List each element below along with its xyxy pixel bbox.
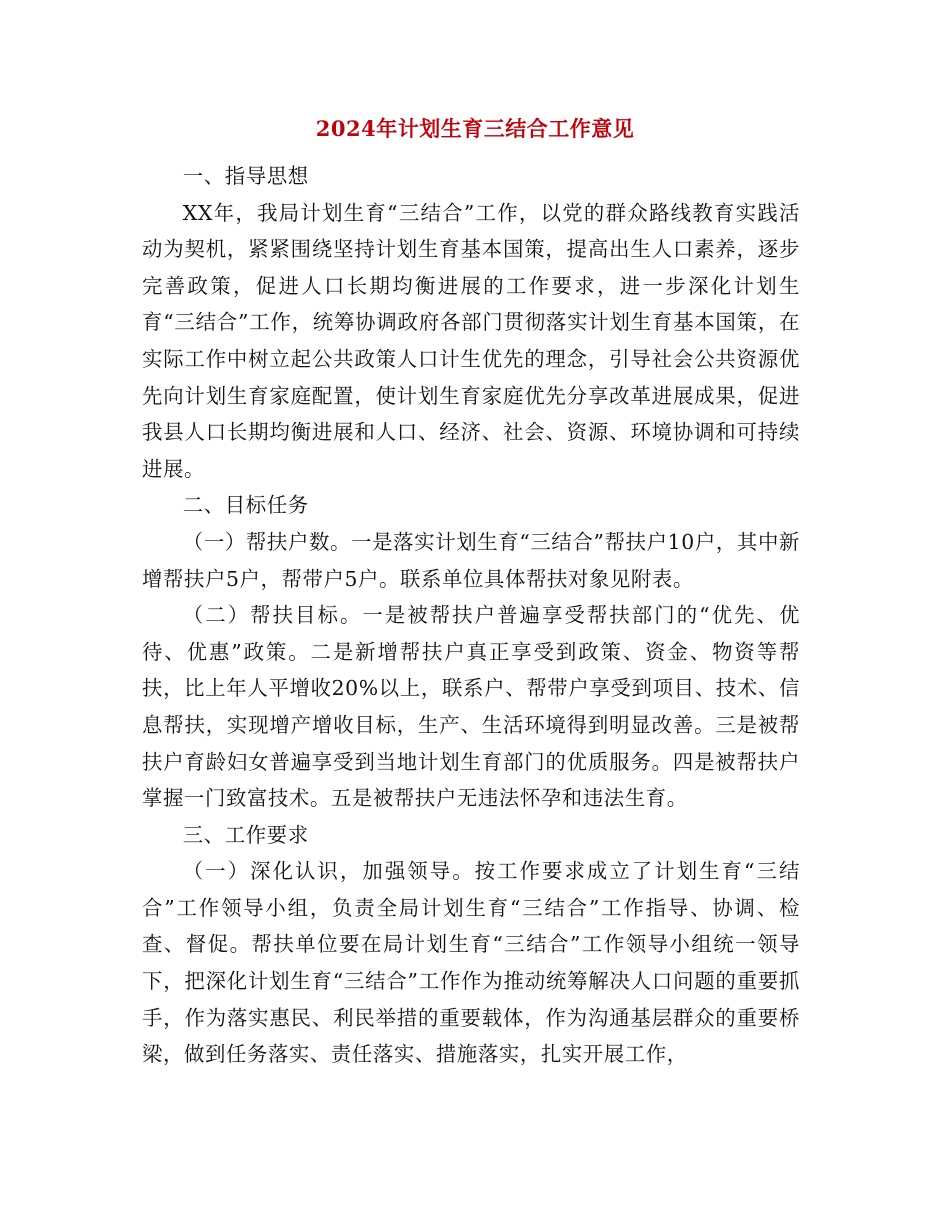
- paragraph-leadership: （一）深化认识，加强领导。按工作要求成立了计划生育“三结合”工作领导小组，负责全局计划生育“三结合”工作指导、协调、检查、督促。帮扶单位要在局计划生育“三结合”工作领导小组统一领导下，把深化计划生育“三结合”工作作为推动统筹解决人口问题的重要抓手，作为落实惠民、利民举措的重要载体，作为沟通基层群众的重要桥梁，做到任务落实、责任落实、措施落实，扎实开展工作，: [142, 859, 800, 1067]
- document-body: [142, 158, 800, 1073]
- paragraph-assistance-households: （一）帮扶户数。一是落实计划生育“三结合”帮扶户10户，其中新增帮扶户5户，帮带户5户。联系单位具体帮扶对象见附表。: [142, 529, 800, 591]
- heading-work-requirements: 三、工作要求: [182, 822, 309, 847]
- paragraph-guiding-ideology: XX年，我局计划生育“三结合”工作，以党的群众路线教育实践活动为契机，紧紧围绕坚持计划生育基本国策，提高出生人口素养，逐步完善政策，促进人口长期均衡进展的工作要求，进一步深化计划生育“三结合”工作，统筹协调政府各部门贯彻落实计划生育基本国策，在实际工作中树立起公共政策人口计生优先的理念，引导社会公共资源优先向计划生育家庭配置，使计划生育家庭优先分享改革进展成果，促进我县人口长期均衡进展和人口、经济、社会、资源、环境协调和可持续进展。: [142, 200, 800, 481]
- heading-goals-tasks: 二、目标任务: [182, 493, 309, 518]
- document-title: 2024年计划生育三结合工作意见: [315, 116, 635, 141]
- paragraph-assistance-goals: （二）帮扶目标。一是被帮扶户普遍享受帮扶部门的“优先、优待、优惠”政策。二是新增帮扶户真正享受到政策、资金、物资等帮扶，比上年人平增收20%以上，联系户、帮带户享受到项目、技术、信息帮扶，实现增产增收目标，生产、生活环境得到明显改善。三是被帮扶户育龄妇女普遍享受到当地计划生育部门的优质服务。四是被帮扶户掌握一门致富技术。五是被帮扶户无违法怀孕和违法生育。: [142, 603, 800, 811]
- heading-guiding-ideology: 一、指导思想: [182, 164, 309, 188]
